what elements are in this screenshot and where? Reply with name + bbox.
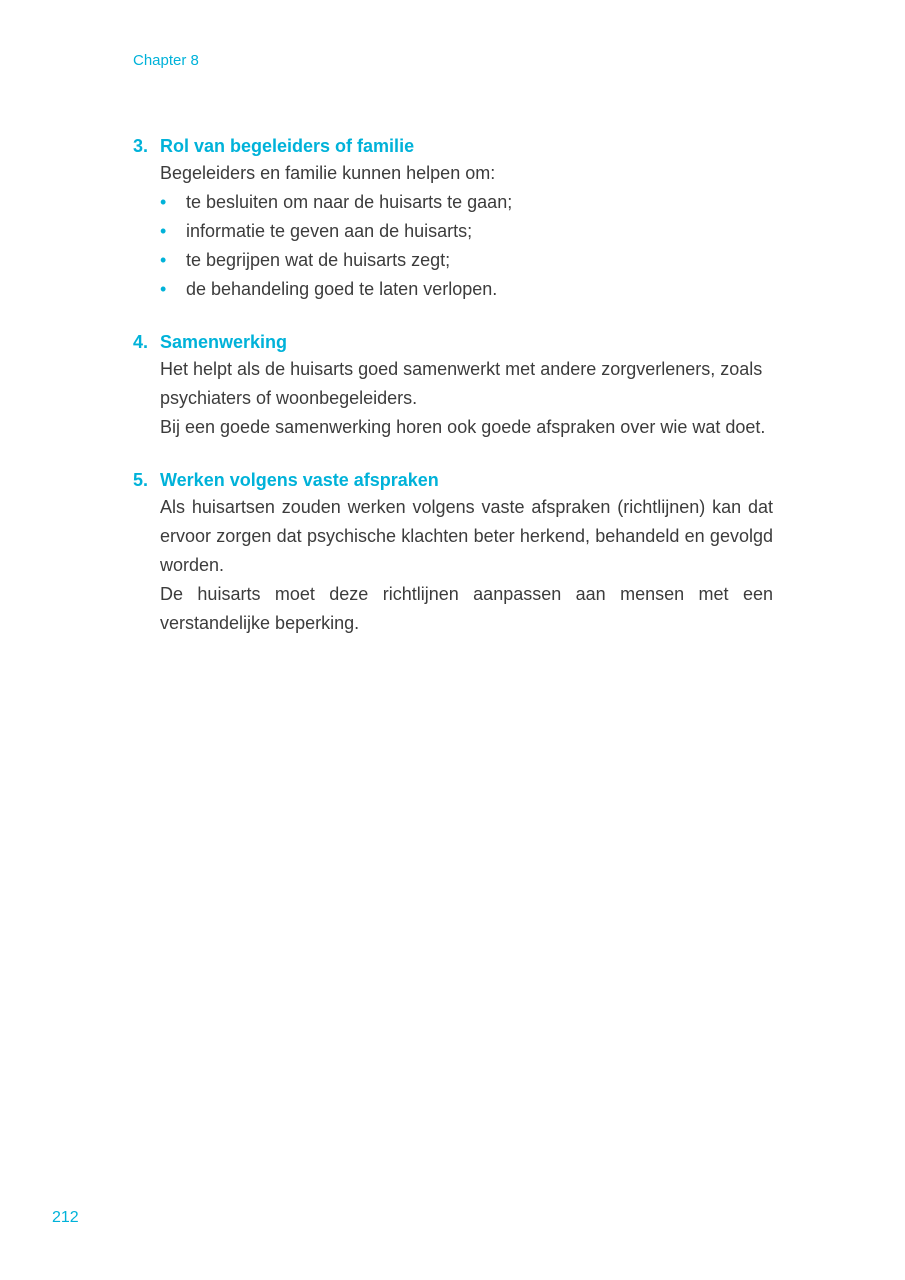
section-heading	[133, 133, 773, 159]
list-item-text: informatie te geven aan de huisarts;	[186, 221, 473, 241]
list-item	[160, 188, 773, 217]
bullet-icon: •	[160, 250, 167, 270]
bullet-icon: •	[160, 279, 167, 299]
section-number: 5.	[133, 470, 149, 490]
list-item	[160, 217, 773, 246]
page-number: 212	[52, 1209, 79, 1226]
section-number: 4.	[133, 332, 149, 352]
section-title: Rol van begeleiders of familie	[160, 136, 415, 156]
list-item-text: te begrijpen wat de huisarts zegt;	[186, 250, 451, 270]
section-samenwerking	[133, 329, 773, 442]
list-item	[160, 246, 773, 275]
paragraph: De huisarts moet deze richtlijnen aanpassen aan mensen met een verstandelijke beperking.	[160, 584, 773, 633]
section-heading	[133, 329, 773, 355]
bullet-icon: •	[160, 192, 167, 212]
paragraph: Als huisartsen zouden werken volgens vaste afspraken (richtlijnen) kan dat ervoor zorgen dat psychische klachten beter herkend, behandeld en gevolgd worden.	[160, 497, 773, 575]
section-title: Samenwerking	[160, 332, 288, 352]
section-body	[160, 355, 773, 442]
page-content	[133, 133, 773, 663]
section-title: Werken volgens vaste afspraken	[160, 470, 439, 490]
running-header-chapter: Chapter 8	[133, 52, 199, 69]
list-item-text: de behandeling goed te laten verlopen.	[186, 279, 498, 299]
list-item-text: te besluiten om naar de huisarts te gaan;	[186, 192, 513, 212]
section-werken-volgens-vaste-afspraken	[133, 467, 773, 638]
section-heading	[133, 467, 773, 493]
paragraph: Bij een goede samenwerking horen ook goede afspraken over wie wat doet.	[160, 417, 766, 437]
section-body	[160, 493, 773, 638]
bullet-icon: •	[160, 221, 167, 241]
bullet-list	[160, 188, 773, 304]
section-number: 3.	[133, 136, 149, 156]
section-intro: Begeleiders en familie kunnen helpen om:	[160, 163, 496, 183]
section-body	[160, 159, 773, 304]
list-item	[160, 275, 773, 304]
paragraph: Het helpt als de huisarts goed samenwerkt met andere zorgverleners, zoals psychiaters of woonbegeleiders.	[160, 359, 763, 408]
section-rol-van-begeleiders	[133, 133, 773, 304]
